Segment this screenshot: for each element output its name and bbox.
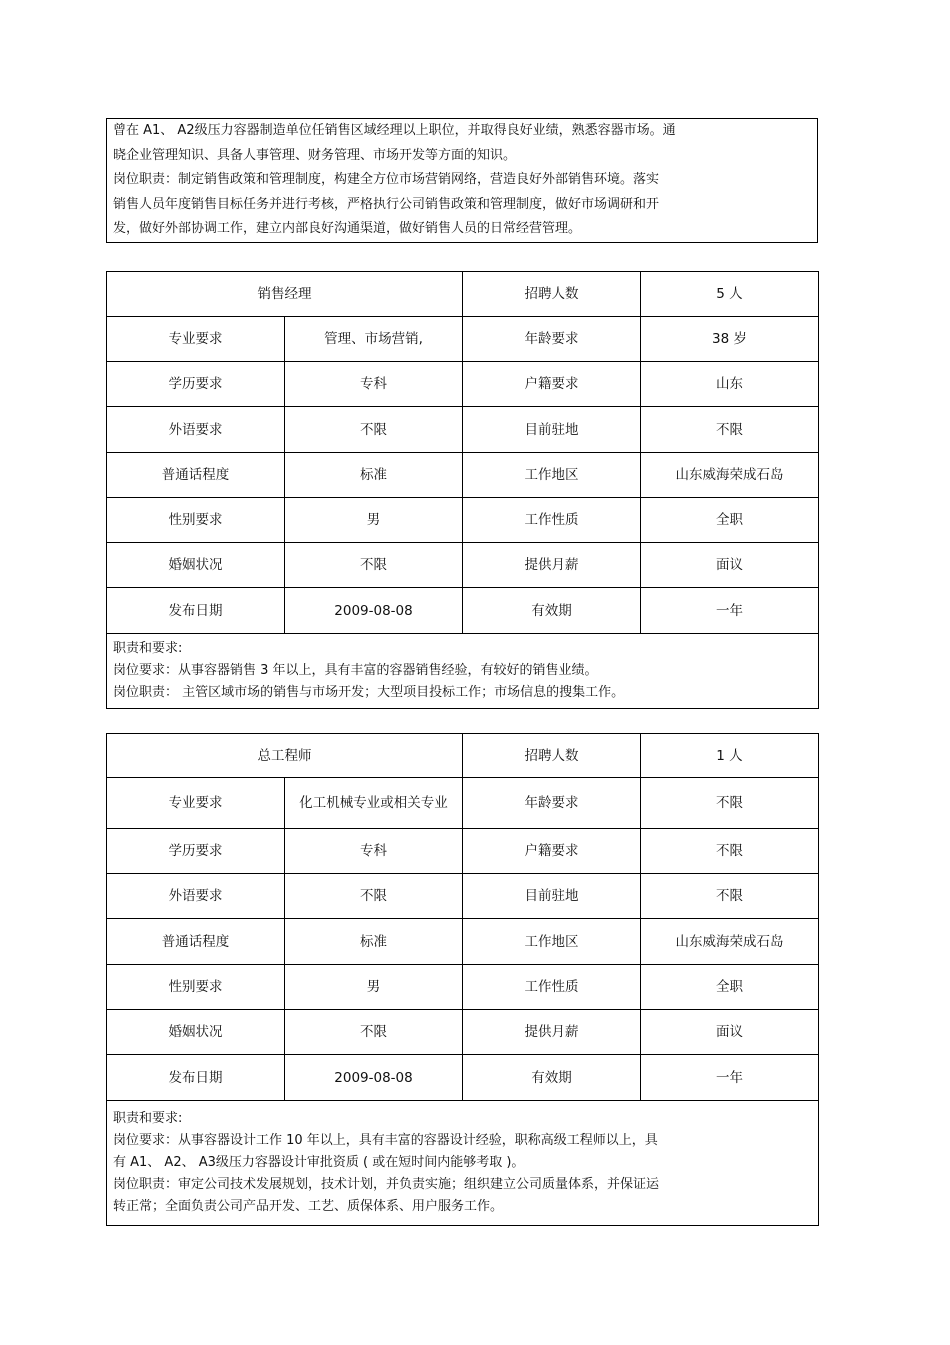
- headcount-value: 5 人: [641, 272, 819, 317]
- intro-line: 销售人员年度销售目标任务并进行考核，严格执行公司销售政策和管理制度，做好市场调研和开: [113, 196, 660, 212]
- field-value: 一年: [641, 588, 819, 634]
- description-line: 岗位职责：审定公司技术发展规划，技术计划，并负责实施；组织建立公司质量体系，并保证运: [113, 1177, 660, 1192]
- field-value: 管理、市场营销,: [285, 317, 463, 362]
- field-value: 全职: [641, 965, 819, 1010]
- field-value: 不限: [285, 407, 463, 453]
- field-value: 不限: [641, 874, 819, 919]
- field-label: 性别要求: [107, 965, 285, 1010]
- field-label: 工作地区: [463, 453, 641, 498]
- field-label: 外语要求: [107, 407, 285, 453]
- field-label: 工作性质: [463, 498, 641, 543]
- field-label: 目前驻地: [463, 407, 641, 453]
- field-value: 面议: [641, 543, 819, 588]
- intro-line: 晓企业管理知识、具备人事管理、财务管理、市场开发等方面的知识。: [113, 147, 517, 163]
- field-value: 全职: [641, 498, 819, 543]
- field-value: 一年: [641, 1055, 819, 1101]
- field-label: 户籍要求: [463, 362, 641, 407]
- table-row: [107, 407, 819, 453]
- field-label: 普通话程度: [107, 919, 285, 965]
- description-row: [107, 1101, 819, 1226]
- table-row: [107, 362, 819, 407]
- field-value: 标准: [285, 453, 463, 498]
- field-label: 年龄要求: [463, 317, 641, 362]
- table-row: [107, 543, 819, 588]
- description-line: 职责和要求:: [113, 641, 183, 656]
- intro-line: 曾在 A1、 A2级压力容器制造单位任销售区域经理以上职位，并取得良好业绩，熟悉容器市场。通: [113, 123, 676, 138]
- field-value: 化工机械专业或相关专业: [285, 778, 463, 829]
- job-header-row: [107, 272, 819, 317]
- field-value: 38 岁: [641, 317, 819, 362]
- field-label: 外语要求: [107, 874, 285, 919]
- field-label: 发布日期: [107, 1055, 285, 1101]
- field-label: 户籍要求: [463, 829, 641, 874]
- description-line: 岗位要求：从事容器销售 3 年以上，具有丰富的容器销售经验，有较好的销售业绩。: [113, 663, 598, 678]
- field-value: 面议: [641, 1010, 819, 1055]
- field-label: 提供月薪: [463, 543, 641, 588]
- headcount-label: 招聘人数: [463, 734, 641, 778]
- field-value: 山东: [641, 362, 819, 407]
- description-line: 有 A1、 A2、 A3级压力容器设计审批资质 ( 或在短时间内能够考取 )。: [113, 1155, 525, 1170]
- table-row: [107, 874, 819, 919]
- table-row: [107, 829, 819, 874]
- intro-box: [106, 118, 818, 243]
- field-value: 不限: [285, 1010, 463, 1055]
- table-row: [107, 778, 819, 829]
- description-row: [107, 634, 819, 709]
- field-value: 不限: [285, 543, 463, 588]
- table-row: [107, 317, 819, 362]
- job-description: [107, 1101, 819, 1226]
- field-value: 不限: [641, 407, 819, 453]
- table-row: [107, 498, 819, 543]
- field-label: 普通话程度: [107, 453, 285, 498]
- headcount-label: 招聘人数: [463, 272, 641, 317]
- field-value: 标准: [285, 919, 463, 965]
- field-value: 2009-08-08: [285, 1055, 463, 1101]
- field-label: 性别要求: [107, 498, 285, 543]
- field-label: 有效期: [463, 1055, 641, 1101]
- field-label: 婚姻状况: [107, 1010, 285, 1055]
- job-table-sales-manager: [106, 271, 819, 709]
- field-label: 专业要求: [107, 317, 285, 362]
- job-title: 总工程师: [107, 734, 463, 778]
- field-label: 工作地区: [463, 919, 641, 965]
- field-value: 专科: [285, 362, 463, 407]
- field-value: 男: [285, 498, 463, 543]
- field-label: 有效期: [463, 588, 641, 634]
- job-table-chief-engineer: [106, 733, 819, 1226]
- field-label: 年龄要求: [463, 778, 641, 829]
- intro-line: 发，做好外部协调工作，建立内部良好沟通渠道，做好销售人员的日常经营管理。: [113, 221, 582, 236]
- job-title: 销售经理: [107, 272, 463, 317]
- field-label: 学历要求: [107, 829, 285, 874]
- job-description: [107, 634, 819, 709]
- field-label: 提供月薪: [463, 1010, 641, 1055]
- field-value: 山东威海荣成石岛: [641, 919, 819, 965]
- field-label: 目前驻地: [463, 874, 641, 919]
- description-line: 岗位要求：从事容器设计工作 10 年以上，具有丰富的容器设计经验，职称高级工程师以上，具: [113, 1133, 658, 1148]
- job-header-row: [107, 734, 819, 778]
- description-line: 职责和要求:: [113, 1111, 183, 1126]
- table-row: [107, 453, 819, 498]
- field-label: 发布日期: [107, 588, 285, 634]
- table-row: [107, 965, 819, 1010]
- table-row: [107, 588, 819, 634]
- intro-line: 岗位职责：制定销售政策和管理制度，构建全方位市场营销网络，营造良好外部销售环境。落实: [113, 172, 660, 187]
- field-label: 学历要求: [107, 362, 285, 407]
- field-value: 不限: [641, 829, 819, 874]
- field-label: 专业要求: [107, 778, 285, 829]
- field-value: 专科: [285, 829, 463, 874]
- field-value: 2009-08-08: [285, 588, 463, 634]
- field-value: 男: [285, 965, 463, 1010]
- description-line: 岗位职责： 主管区域市场的销售与市场开发；大型项目投标工作；市场信息的搜集工作。: [113, 685, 625, 700]
- table-row: [107, 1055, 819, 1101]
- field-value: 不限: [285, 874, 463, 919]
- table-row: [107, 919, 819, 965]
- field-value: 不限: [641, 778, 819, 829]
- description-line: 转正常；全面负责公司产品开发、工艺、质保体系、用户服务工作。: [113, 1199, 504, 1214]
- table-row: [107, 1010, 819, 1055]
- field-label: 工作性质: [463, 965, 641, 1010]
- headcount-value: 1 人: [641, 734, 819, 778]
- field-label: 婚姻状况: [107, 543, 285, 588]
- field-value: 山东威海荣成石岛: [641, 453, 819, 498]
